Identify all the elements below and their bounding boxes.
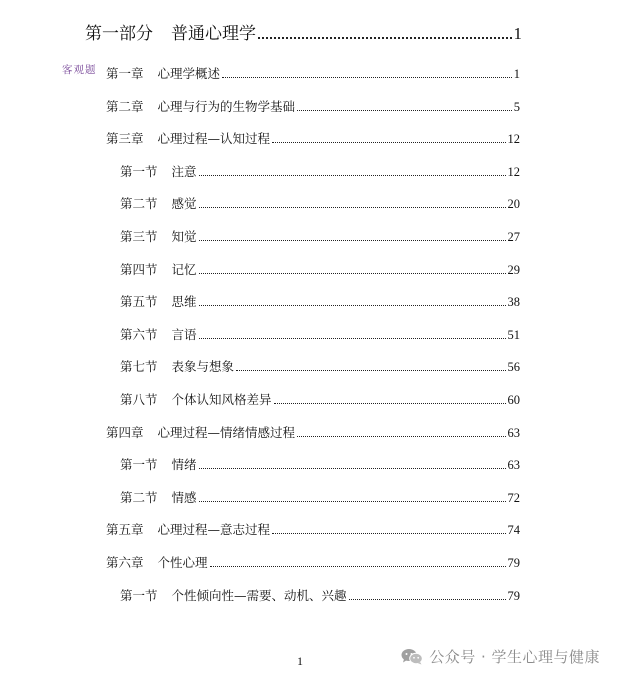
toc-entry-title: 表象与想象 xyxy=(171,359,235,375)
toc-entry-title: 情绪 xyxy=(171,457,197,473)
toc-section-row xyxy=(120,227,520,245)
toc-leader-dots xyxy=(199,207,506,208)
toc-leader-dots xyxy=(272,142,505,143)
toc-leader-dots xyxy=(199,273,506,274)
toc-chapter-row xyxy=(106,553,520,571)
toc-entry-page: 60 xyxy=(507,393,520,407)
toc-entry-num: 第五节 xyxy=(120,294,158,310)
toc-chapter-row xyxy=(106,97,520,115)
toc-part-label xyxy=(85,19,256,44)
toc-entry-num: 第二章 xyxy=(106,98,144,114)
footer-page-number: 1 xyxy=(297,654,303,668)
toc-entry-page: 56 xyxy=(507,360,520,375)
toc-entry-page: 12 xyxy=(507,132,520,147)
toc-entry-page: 38 xyxy=(507,295,520,310)
toc-leader-dots xyxy=(199,305,506,306)
toc-entry-title: 感觉 xyxy=(171,196,197,212)
toc-part-title: 普通心理学 xyxy=(171,24,256,44)
toc-entry-num: 第六章 xyxy=(106,555,144,570)
toc-entry-label xyxy=(120,260,197,278)
toc-entry-label xyxy=(106,64,220,82)
toc-entry-title: 个性倾向性—需要、动机、兴趣 xyxy=(171,587,347,603)
toc-entry-title: 言语 xyxy=(171,326,197,342)
toc-entry-label xyxy=(120,162,197,180)
toc-part-num: 第一部分 xyxy=(85,24,153,44)
toc-leader-dots xyxy=(222,77,512,78)
toc-entry-label xyxy=(106,520,270,538)
toc-entry-label xyxy=(120,390,272,408)
toc-entry-label xyxy=(120,455,197,473)
toc-entry-num: 第四章 xyxy=(106,424,144,440)
toc-entry-page: 20 xyxy=(507,197,520,212)
toc-leader-dots xyxy=(274,403,506,404)
toc-entry-title: 个性心理 xyxy=(157,555,208,570)
toc-entry-num: 第一章 xyxy=(106,66,144,81)
toc-entry-label xyxy=(106,97,295,115)
toc-entry-title: 注意 xyxy=(171,163,197,179)
toc-entry-num: 第一节 xyxy=(120,163,158,179)
toc-section-row xyxy=(120,325,520,343)
toc-entry-num: 第三章 xyxy=(106,131,144,147)
toc-entry-page: 5 xyxy=(513,99,520,114)
watermark xyxy=(401,646,600,667)
toc-chapter-row xyxy=(106,129,520,147)
toc-leader-dots xyxy=(199,240,506,241)
toc-entry-page: 27 xyxy=(507,230,520,244)
toc-entry-page: 1 xyxy=(513,67,520,81)
toc-entry-num: 第二节 xyxy=(120,196,158,212)
toc-section-row xyxy=(120,357,520,375)
toc-section-row xyxy=(120,292,520,310)
toc-entry-num: 第一节 xyxy=(120,587,158,603)
toc-entry-title: 记忆 xyxy=(171,261,197,277)
toc-chapter-row xyxy=(106,520,520,538)
toc-entry-title: 个体认知风格差异 xyxy=(171,392,272,407)
toc-chapter-row xyxy=(106,423,520,441)
toc-entry-page: 72 xyxy=(507,490,520,505)
toc-entry-num: 第三节 xyxy=(120,229,158,244)
toc-entry-title: 心理过程—认知过程 xyxy=(157,131,271,147)
toc-entry-page: 63 xyxy=(507,458,520,473)
toc-entry-label xyxy=(120,357,234,375)
toc-entry-title: 知觉 xyxy=(171,229,197,244)
toc-entry-num: 第六节 xyxy=(120,326,158,342)
toc-entry-title: 思维 xyxy=(171,294,197,310)
toc-entry-label xyxy=(120,325,197,343)
toc-entry-page: 63 xyxy=(507,425,520,440)
toc-entry-num: 第二节 xyxy=(120,489,158,505)
toc-section-row xyxy=(120,390,520,408)
toc-entry-num: 第四节 xyxy=(120,261,158,277)
toc-entry-page: 12 xyxy=(507,164,520,179)
toc-section-row xyxy=(120,488,520,506)
toc-section-row xyxy=(120,455,520,473)
toc-entry-num: 第五章 xyxy=(106,522,144,538)
toc-entry-label xyxy=(120,292,197,310)
toc-entry-label xyxy=(120,488,197,506)
toc-section-row xyxy=(120,162,520,180)
toc-entry-label xyxy=(106,553,208,571)
toc-entry-page: 51 xyxy=(507,327,520,342)
toc-entry-title: 情感 xyxy=(171,489,197,505)
toc-entry-title: 心理过程—情绪情感过程 xyxy=(157,424,296,440)
toc-leader-dots xyxy=(210,566,506,567)
toc-section-row xyxy=(120,194,520,212)
toc-section-row xyxy=(120,260,520,278)
toc-entry-label xyxy=(120,586,347,604)
toc-leader-dots xyxy=(272,533,505,534)
toc-chapter-row xyxy=(106,64,520,82)
toc-leader-dots xyxy=(199,338,506,339)
toc-part-page: 1 xyxy=(513,24,522,43)
toc-section-row xyxy=(120,586,520,604)
side-tag: 客观题 xyxy=(62,64,97,76)
toc-leader-dots xyxy=(297,110,512,111)
toc-entry-label xyxy=(106,129,270,147)
toc-leader-dots xyxy=(199,175,506,176)
toc-entry-title: 心理过程—意志过程 xyxy=(157,522,271,538)
watermark-text: 公众号 · 学生心理与健康 xyxy=(429,648,600,666)
toc-entry-label xyxy=(106,423,295,441)
toc-part-heading xyxy=(85,20,522,44)
toc-entry-num: 第七节 xyxy=(120,359,158,375)
toc-entry-label xyxy=(120,194,197,212)
toc-entry-page: 79 xyxy=(507,588,520,603)
toc-entry-page: 29 xyxy=(507,262,520,277)
toc-entry-label xyxy=(120,227,197,245)
toc-entry-title: 心理与行为的生物学基础 xyxy=(157,98,296,114)
toc-entry-title: 心理学概述 xyxy=(157,66,221,81)
toc-leader-dots xyxy=(258,37,512,39)
toc-leader-dots xyxy=(199,468,506,469)
toc-entry-num: 第一节 xyxy=(120,457,158,473)
toc-entry-page: 79 xyxy=(507,556,520,570)
toc-leader-dots xyxy=(199,501,506,502)
toc-entry-page: 74 xyxy=(507,523,520,538)
toc-leader-dots xyxy=(297,436,505,437)
toc-entry-num: 第八节 xyxy=(120,392,158,407)
wechat-icon xyxy=(401,648,423,665)
toc-leader-dots xyxy=(349,599,506,600)
toc-leader-dots xyxy=(236,370,505,371)
